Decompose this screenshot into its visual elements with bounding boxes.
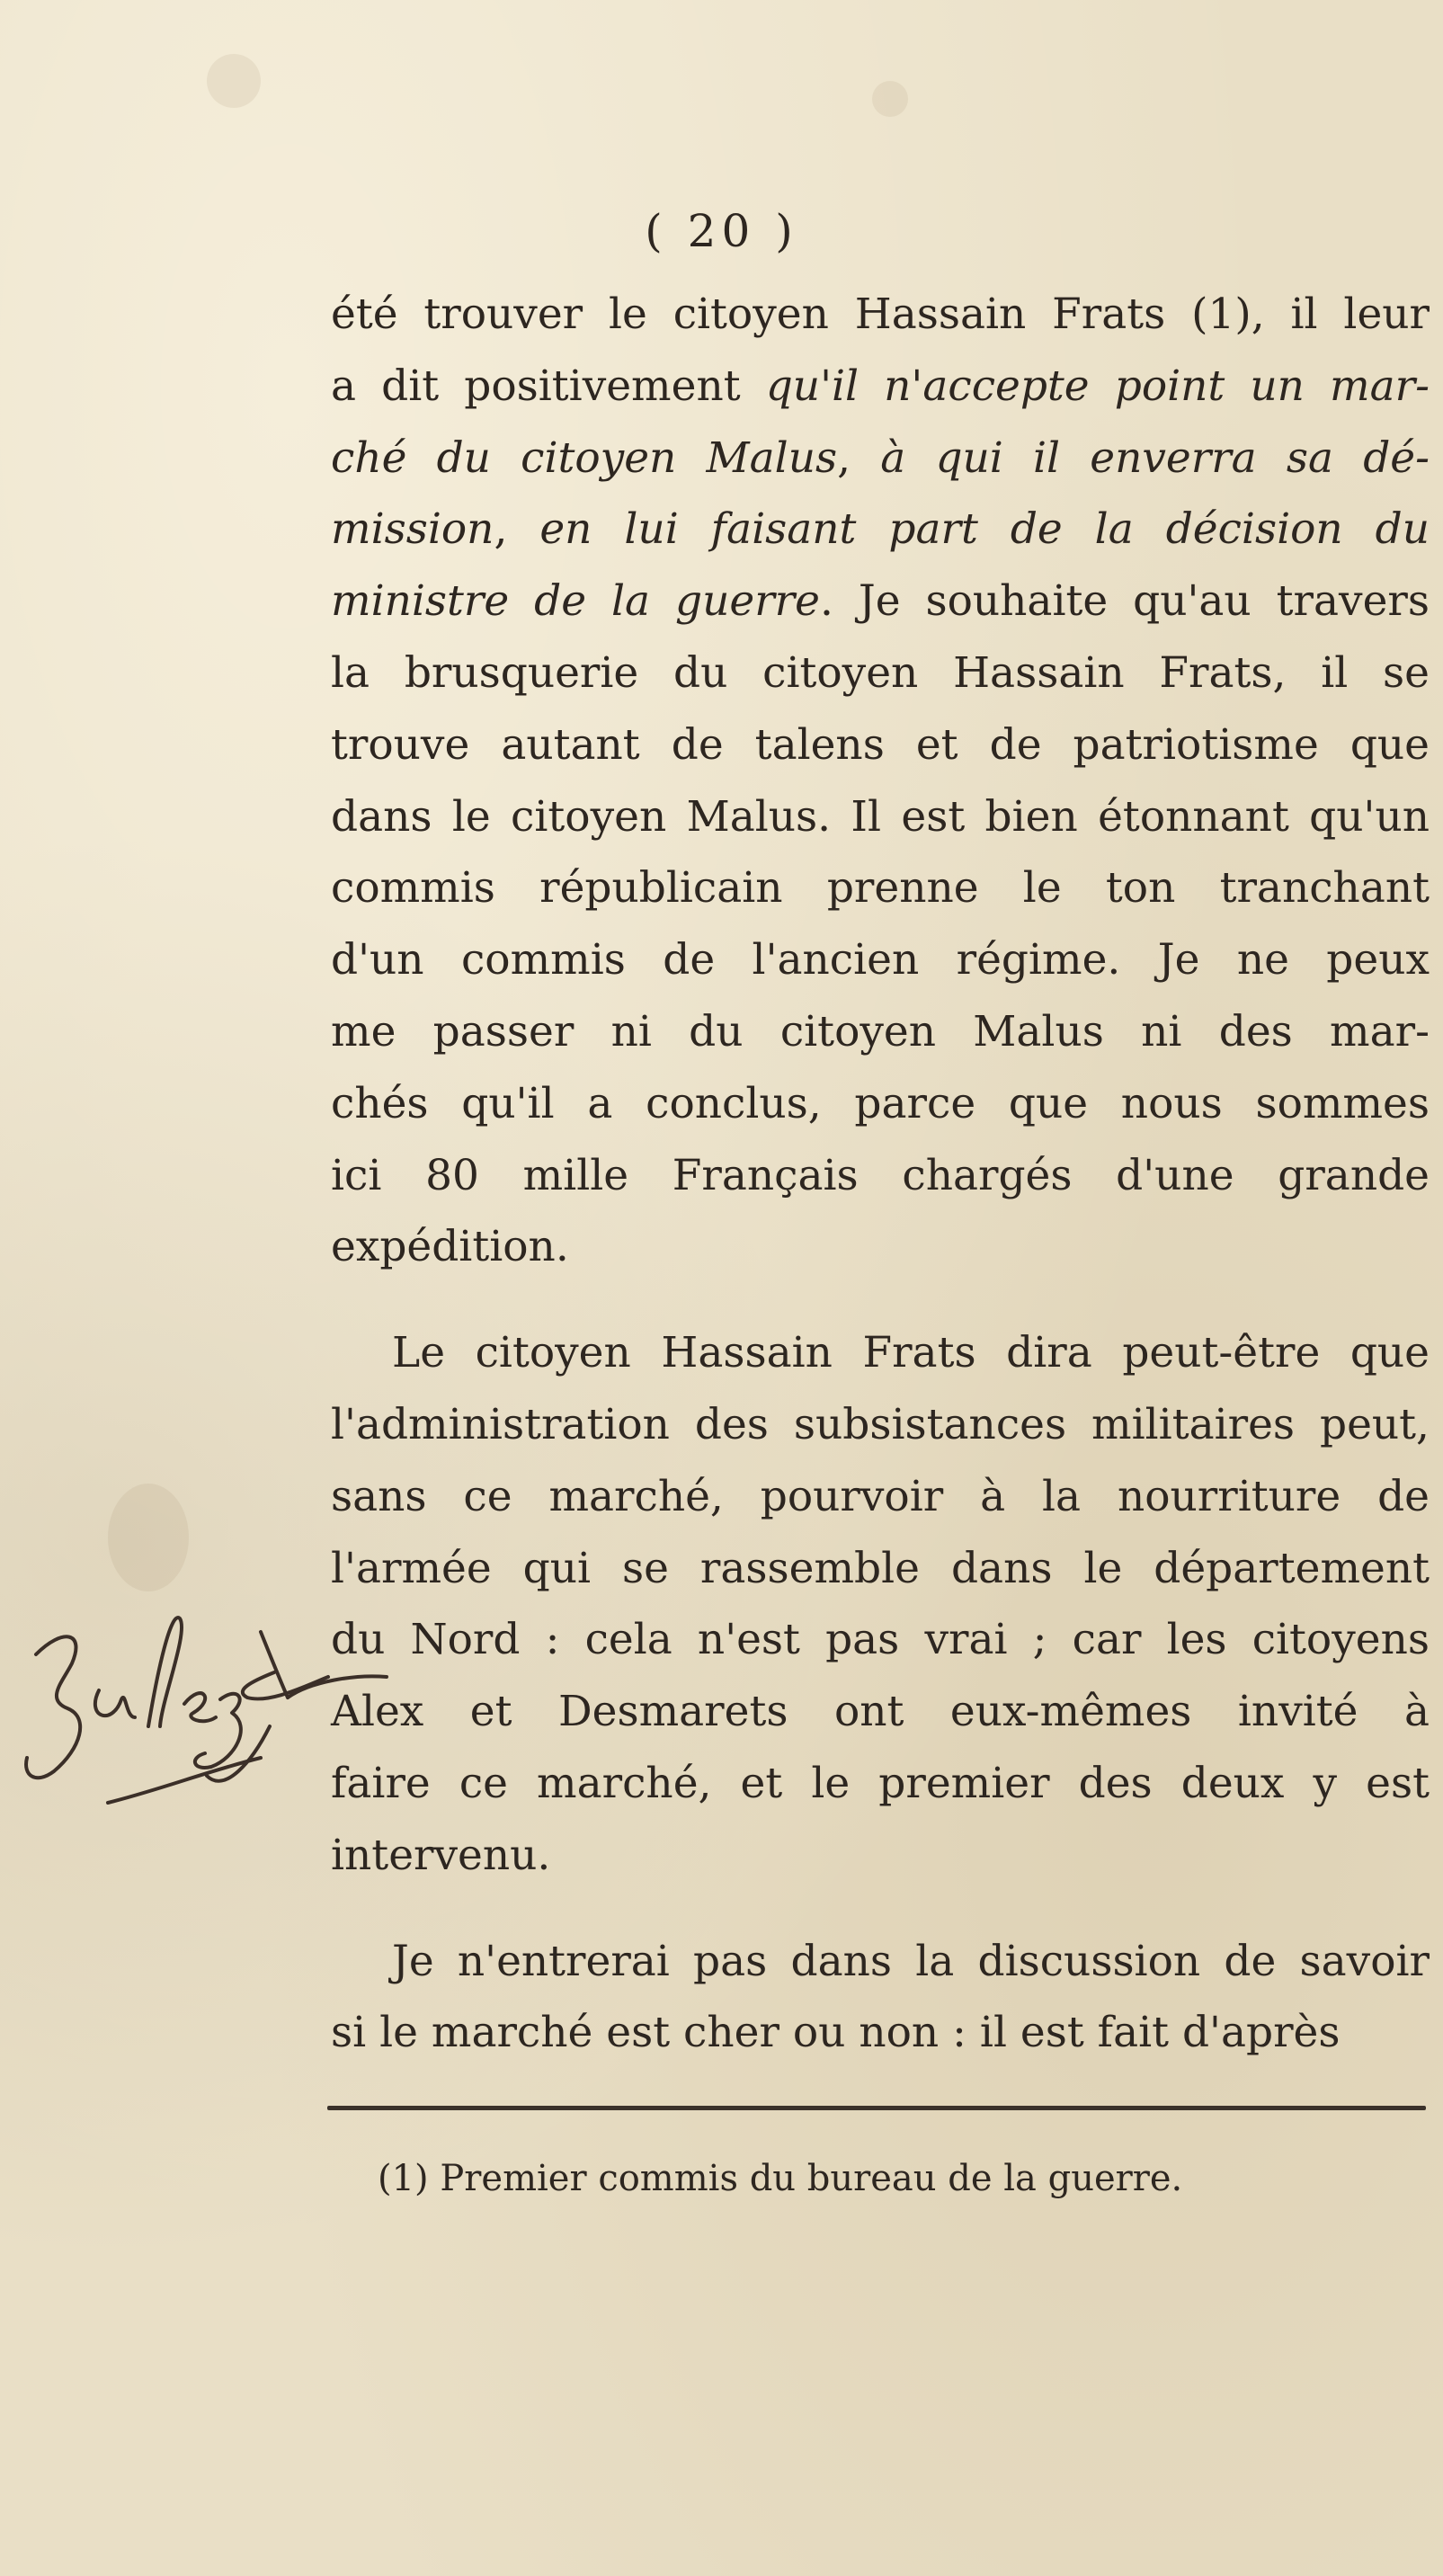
page-number: ( 20 ): [645, 205, 798, 257]
text-run: la brusquerie du citoyen Hassain Frats, il se: [331, 647, 1430, 698]
italic-text: en lui faisant part de la décision du: [539, 504, 1430, 555]
text-run: du Nord : cela n'est pas vrai ; car les citoyens: [331, 1615, 1430, 1665]
italic-text: ché du citoyen Malus: [331, 432, 838, 483]
text-line: [331, 1461, 1430, 1533]
handwritten-signature: [0, 1591, 485, 1807]
italic-text: ministre de la guerre: [331, 576, 820, 627]
text-run: Je n'entrerai pas dans la discussion de savoir: [392, 1936, 1430, 1986]
text-line: [331, 1211, 1430, 1283]
text-line: [331, 423, 1430, 495]
text-run: intervenu.: [331, 1830, 551, 1880]
text-run: été trouver le citoyen Hassain Frats (1), il leur: [331, 290, 1430, 339]
text-line: [331, 1604, 1430, 1676]
text-line: [331, 1068, 1430, 1140]
text-line: [331, 781, 1430, 853]
text-line: [331, 852, 1430, 924]
text-line: [331, 709, 1430, 781]
paragraph: [331, 279, 1430, 1283]
text-run: commis républicain prenne le ton tranchant: [331, 863, 1430, 914]
text-line: [331, 1676, 1430, 1748]
text-line: [331, 1748, 1430, 1820]
text-line: [331, 494, 1430, 566]
text-run: a dit positivement: [331, 361, 766, 411]
text-line: [331, 996, 1430, 1068]
body-text: [331, 279, 1430, 2069]
text-line: [331, 1820, 1430, 1892]
text-run: me passer ni du citoyen Malus ni des mar-: [331, 1006, 1430, 1056]
text-run: faire ce marché, et le premier des deux y est: [331, 1758, 1430, 1808]
footnote-rule: [327, 2106, 1426, 2110]
text-run: ici 80 mille Français chargés d'une grande: [331, 1150, 1430, 1200]
text-line: [331, 1140, 1430, 1212]
paper-stain: [108, 1484, 189, 1591]
text-run: si le marché est cher ou non : il est fait d'après: [331, 2008, 1341, 2058]
text-line: [331, 637, 1430, 709]
text-line: [331, 1533, 1430, 1605]
text-run: Le citoyen Hassain Frats dira peut-être que: [392, 1328, 1430, 1378]
paper-stain: [207, 54, 261, 108]
text-run: sans ce marché, pourvoir à la nourriture de: [331, 1471, 1430, 1521]
text-line: [331, 924, 1430, 996]
text-line: [331, 279, 1430, 351]
paragraph: [331, 1317, 1430, 1891]
paragraph-gap: [331, 1283, 1430, 1317]
text-run: d'un commis de l'ancien régime. Je ne peux: [331, 935, 1430, 985]
italic-text: à qui il enverra sa dé-: [880, 432, 1430, 483]
text-run: expédition.: [331, 1222, 569, 1272]
text-line: [331, 1389, 1430, 1461]
paper-stain: [872, 81, 908, 117]
text-line: [331, 1317, 1430, 1389]
text-run: Alex et Desmarets ont eux-mêmes invité à: [331, 1687, 1430, 1737]
text-run: trouve autant de talens et de patriotisme que: [331, 719, 1430, 770]
text-run: ,: [837, 432, 881, 483]
text-run: dans le citoyen Malus. Il est bien étonnant qu'un: [331, 791, 1430, 842]
text-run: ,: [494, 504, 540, 555]
text-line: [331, 566, 1430, 637]
footnote: (1) Premier commis du bureau de la guerre.: [378, 2158, 1183, 2199]
text-run: . Je souhaite qu'au travers: [819, 576, 1430, 627]
text-run: chés qu'il a conclus, parce que nous sommes: [331, 1078, 1430, 1128]
text-run: l'armée qui se rassemble dans le département: [331, 1543, 1430, 1593]
text-line: [331, 1997, 1430, 2069]
italic-text: mission: [331, 504, 494, 555]
italic-text: qu'il n'accepte point un mar-: [765, 361, 1430, 411]
text-line: [331, 351, 1430, 423]
paragraph: [331, 1926, 1430, 2070]
text-run: l'administration des subsistances militaires peut,: [331, 1399, 1430, 1449]
paragraph-gap: [331, 1892, 1430, 1926]
text-line: [331, 1926, 1430, 1998]
